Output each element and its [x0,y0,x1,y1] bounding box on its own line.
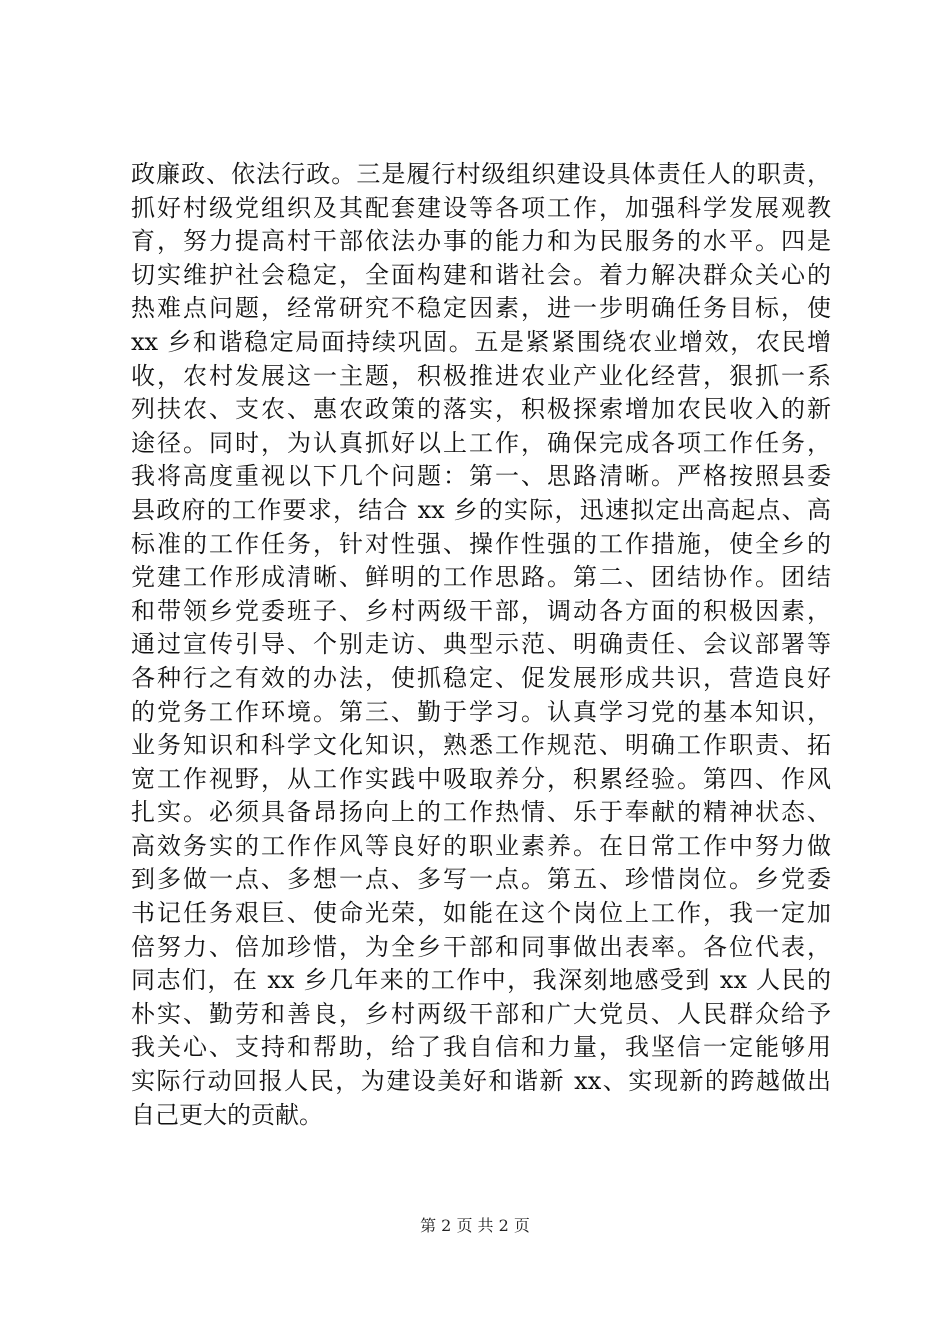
text-line: 高效务实的工作作风等良好的职业素养。在日常工作中努力做 [131,831,831,860]
text-line: 实际行动回报人民，为建设美好和谐新 xx、实现新的跨越做出 [131,1067,831,1096]
text-line: 和带领乡党委班子、乡村两级干部，调动各方面的积极因素， [131,596,831,625]
text-line: 我关心、支持和帮助，给了我自信和力量，我坚信一定能够用 [131,1033,831,1062]
text-line: 通过宣传引导、个别走访、典型示范、明确责任、会议部署等 [131,630,831,659]
text-line: xx 乡和谐稳定局面持续巩固。五是紧紧围绕农业增效，农民增 [131,327,831,356]
text-line: 朴实、勤劳和善良，乡村两级干部和广大党员、人民群众给予 [131,999,831,1028]
text-line: 同志们，在 xx 乡几年来的工作中，我深刻地感受到 xx 人民的 [131,966,831,995]
text-line: 县政府的工作要求，结合 xx 乡的实际，迅速拟定出高起点、高 [131,495,831,524]
text-line: 热难点问题，经常研究不稳定因素，进一步明确任务目标，使 [131,294,831,323]
text-line: 宽工作视野，从工作实践中吸取养分，积累经验。第四、作风 [131,764,831,793]
text-line: 倍努力、倍加珍惜，为全乡干部和同事做出表率。各位代表， [131,932,831,961]
text-line: 业务知识和科学文化知识，熟悉工作规范、明确工作职责、拓 [131,731,831,760]
body-text [131,158,831,1132]
text-line: 抓好村级党组织及其配套建设等各项工作，加强科学发展观教 [131,193,831,222]
text-line: 标准的工作任务，针对性强、操作性强的工作措施，使全乡的 [131,529,831,558]
text-line: 各种行之有效的办法，使抓稳定、促发展形成共识，营造良好 [131,663,831,692]
text-line: 我将高度重视以下几个问题：第一、思路清晰。严格按照县委 [131,462,831,491]
text-line: 途径。同时，为认真抓好以上工作，确保完成各项工作任务， [131,428,831,457]
text-line: 政廉政、依法行政。三是履行村级组织建设具体责任人的职责， [131,160,831,188]
text-line: 切实维护社会稳定，全面构建和谐社会。着力解决群众关心的 [131,260,831,289]
text-line: 扎实。必须具备昂扬向上的工作热情、乐于奉献的精神状态、 [131,798,831,827]
text-line: 育，努力提高村干部依法办事的能力和为民服务的水平。四是 [131,227,831,256]
text-line: 书记任务艰巨、使命光荣，如能在这个岗位上工作，我一定加 [131,899,831,928]
text-line: 自己更大的贡献。 [131,1100,323,1129]
text-line: 党建工作形成清晰、鲜明的工作思路。第二、团结协作。团结 [131,563,831,592]
page-number-footer: 第 2 页 共 2 页 [420,1216,530,1235]
text-line: 列扶农、支农、惠农政策的落实，积极探索增加农民收入的新 [131,395,831,424]
text-line: 收，农村发展这一主题，积极推进农业产业化经营，狠抓一系 [131,361,831,390]
text-line: 的党务工作环境。第三、勤于学习。认真学习党的基本知识， [131,697,831,726]
text-line: 到多做一点、多想一点、多写一点。第五、珍惜岗位。乡党委 [131,865,831,894]
